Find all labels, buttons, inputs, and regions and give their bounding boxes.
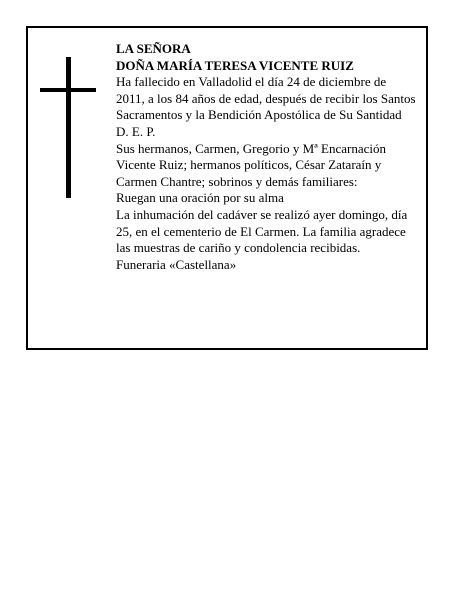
notice-prayer-request: Ruegan una oración por su alma: [116, 190, 284, 206]
notice-rip: D. E. P.: [116, 123, 156, 139]
notice-funeral-home: Funeraria «Castellana»: [116, 256, 237, 272]
notice-family-members: Sus hermanos, Carmen, Gregorio y Mª Encarnación Vicente Ruiz; hermanos políticos, César Zataraín y Carmen Chantre; sobrinos y demás familiares:: [116, 140, 387, 189]
notice-heading-title: LA SEÑORA: [116, 41, 191, 56]
notice-heading-name: DOÑA MARÍA TERESA VICENTE RUIZ: [116, 57, 354, 73]
notice-burial-info: La inhumación del cadáver se realizó ayer domingo, día 25, en el cementerio de El Carmen. La familia agradece las muestras de cariño y condolencia recibidas.: [116, 206, 408, 256]
cross-vertical-bar: [66, 57, 71, 198]
cross-horizontal-bar: [40, 88, 96, 92]
obituary-notice-frame: [26, 26, 428, 350]
obituary-text-block: [116, 41, 418, 273]
notice-death-announcement: Ha fallecido en Valladolid el día 24 de diciembre de 2011, a los 84 años de edad, después de recibir los Santos Sacramentos y la Bendición Apostólica de Su Santidad: [116, 74, 416, 123]
